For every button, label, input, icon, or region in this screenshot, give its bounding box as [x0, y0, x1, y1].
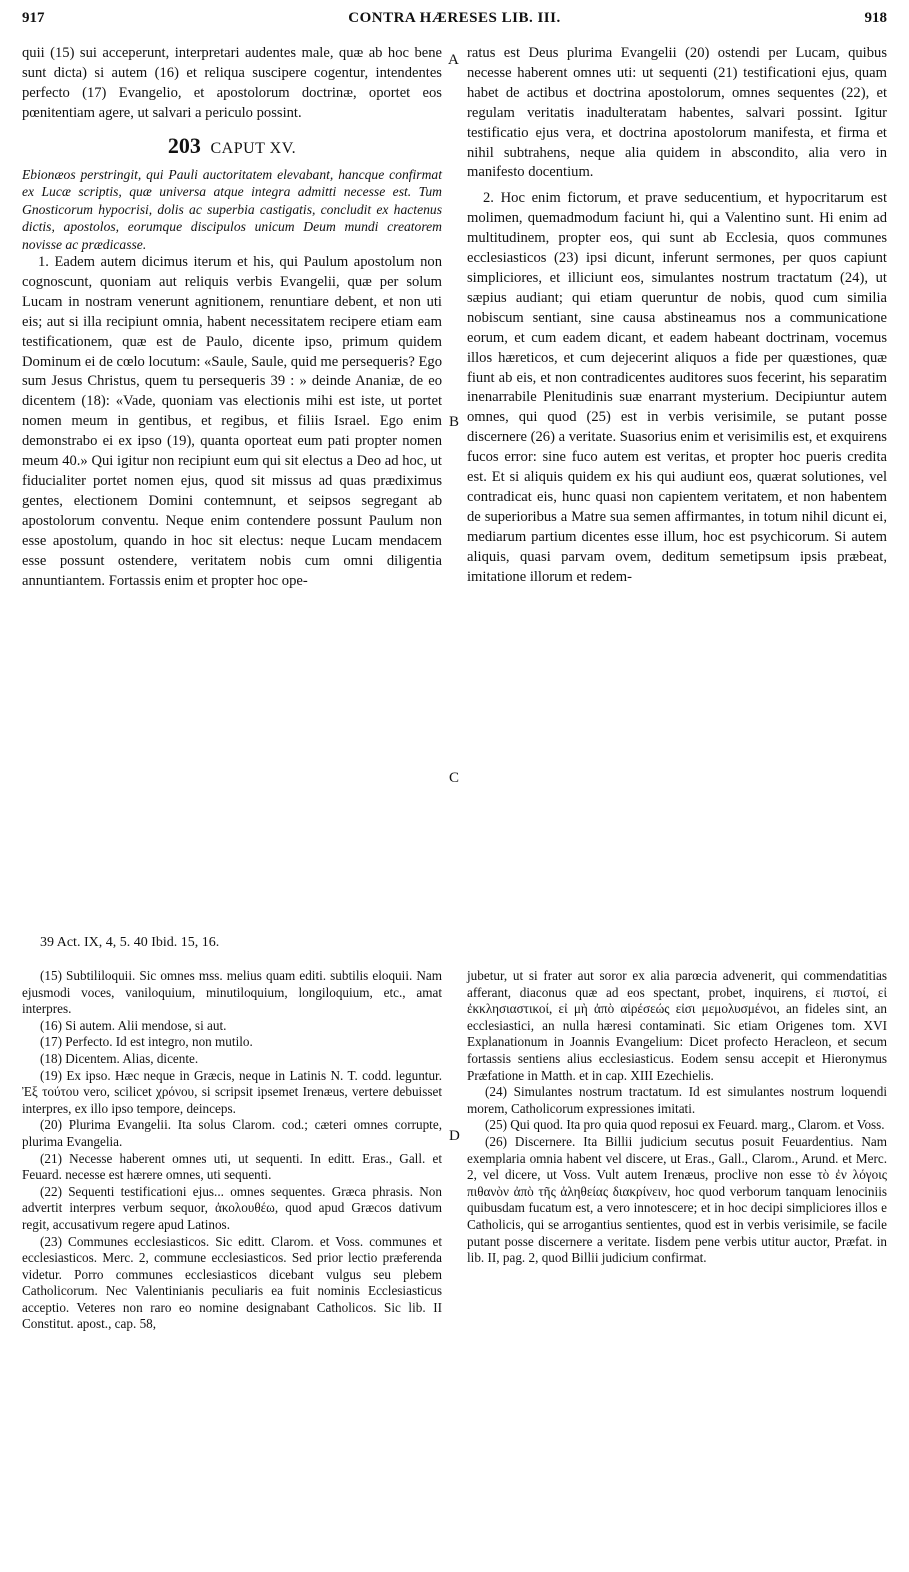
footnote: (17) Perfecto. Id est integro, non mutilo.	[40, 1034, 253, 1050]
page-number-right: 918	[864, 10, 887, 26]
scripture-references: 39 Act. IX, 4, 5. 40 Ibid. 15, 16.	[40, 935, 220, 950]
chapter-number: 203	[167, 132, 201, 158]
margin-letter-a: A	[448, 52, 459, 68]
page-number-left: 917	[22, 10, 45, 26]
left-column	[22, 44, 442, 591]
chapter-heading	[22, 132, 442, 160]
right-text-1: ratus est Deus plurima Evangelii (20) ostendi per Lucam, quibus necesse haberent omnes uti: ut sequenti (21) testificationi ejus, quam habet de actibus et doctrina apostolorum, omnes sequentes (22), et regulam veritatis inadulteratam habentes, salvari possint. Igitur testificatio ejus vera, et doctrina apostolorum manifesta, et firma et nihil subtrahens, neque alia quidem in abscondito, alia vero in manifesto docentium.	[467, 45, 887, 181]
footnote: (26) Discernere. Ita Billii judicium secutus posuit Feuardentius. Nam exemplaria omnia habent vel discere, ut Eras., Gall., Clarom., Arund. et Merc. 2, vel dicere, ut Voss. Vult autem Irenæus, proclive non esse τὸ ἐν λόγοις πιθανὸν ἀπὸ τῆς ἀληθείας διακρίνειν, hoc quod verborum tanquam lenociniis quibusdam fucatum est, a vero innotescere; et in hoc decipi simpliciores illos e Catholicis, qui se arrogantius sentientes, quod est in verbis verisimile, se facile putant posse discernere a veritate. Iisdem pene verbis utitur auctor, Præfat. in lib. II, pag. 2, quod Billii judicium confirmat.	[467, 1133, 887, 1266]
footnote: (16) Si autem. Alii mendose, si aut.	[40, 1017, 227, 1033]
footnote: (22) Sequenti testificationi ejus... omnes sequentes. Græca phrasis. Non advertit interpres verbum sequor, ἀκολουθέω, quod apud Græcos dativum regit, accusativum regere apud Latinos.	[22, 1183, 442, 1232]
footnote: (24) Simulantes nostrum tractatum. Id est simulantes nostrum loquendi morem, Catholicorum expressiones imitati.	[467, 1084, 887, 1116]
chapter-summary: Ebionæos perstringit, qui Pauli auctoritatem elevabant, hancque confirmat ex Lucæ scriptis, quæ universa atque integra admitti necesse est. Tum Gnosticorum hypocrisi, dolis ac superbia castigatis, concludit ex hactenus dictis, apostolos, eorumque discipulos unicum Deum mundi creatorem novisse ac prædicasse.	[22, 166, 442, 252]
footnote: (21) Necesse haberent omnes uti, ut sequenti. In editt. Eras., Gall. et Feuard. necesse est hærere omnes, uti sequenti.	[22, 1150, 442, 1183]
running-header	[22, 10, 887, 34]
footnotes-right	[467, 968, 887, 1267]
footnote: (25) Qui quod. Ita pro quia quod reposui ex Feuard. marg., Clarom. et Voss.	[485, 1117, 885, 1133]
footnote: (19) Ex ipso. Hæc neque in Græcis, neque in Latinis N. T. codd. leguntur. Ἐξ τούτου vero, scilicet χρόνου, si scripsit ipsemet Irenæus, vertere debuisset interpres, ex illo ipso tempore, deinceps.	[22, 1067, 442, 1116]
right-column	[467, 44, 887, 587]
paragraph-1: 1. Eadem autem dicimus iterum et his, qui Paulum apostolum non cognoscunt, quoniam aut reliquis verbis Evangelii, quæ per solum Lucam in nostram venerunt agnitionem, renuntiare debent, et non uti eis; aut si illa recipiunt omnia, habent necessitatem recipere etiam eam testificationem, quæ est de Paulo, dicente ipso, primum quidem Dominum ei de cœlo locutum: «Saule, Saule, quid me persequeris? Ego sum Jesus Christus, quem tu persequeris 39 : » deinde Ananiæ, de eo dicentem (18): «Vade, quoniam vas electionis mihi est iste, ut portet nomen meum in gentibus, et regibus, et filiis Israel. Ego enim demonstrabo ei ex ipso (19), quanta oporteat eum pati propter nomen meum 40.» Qui igitur non recipiunt eum qui sit electus a Deo ad hoc, ut fiducialiter portet nomen ejus, quod sit missus ad quas prædiximus gentes, electionem Domini contemnunt, et seipsos segregant ab apostolorum conventu. Neque enim contendere possunt Paulum non esse apostolum, quando in hoc sit electus: neque Lucam mendacem esse possunt ostendere, veritatem nobis cum omni diligentia annuntiantem. Fortassis enim et propter hoc ope-	[22, 254, 442, 589]
paragraph-2: 2. Hoc enim fictorum, et prave seducentium, et hypocritarum est molimen, quemadmodum faciunt hi, qui a Valentino sunt. Hi enim ad multitudinem, propter eos, qui sunt ab Ecclesia, quos communes ecclesiasticos (23) ipsi dicunt, inferunt sermones, per quos capiunt simpliciores, et illiciunt eos, simulantes nostrum tractatum (24), ut sæpius audiant; qui etiam queruntur de nobis, quod cum similia nobiscum sentiant, sine causa abstineamus nos a communicatione eorum, et cum eadem dicant, et eadem habeant doctrinam, vocemus illos hæreticos, et cum dejecerint aliquos a fide per quæstiones, quæ fiunt ab eis, et non contradicentes auditores suos fecerint, his separatim inenarrabile Plenitudinis suæ enarrant mysterium. Decipiuntur autem omnes, qui quod (25) est in verbis verisimile, se putant posse discernere (26) a veritate. Suasorius enim et verisimilis est, et exquirens fucos error: sine fuco autem est veritas, et propter hoc pueris credita est. Et si aliquis quidem ex his qui audiunt eos, quærat solutiones, vel contradicat eis, hunc quasi non capientem veritatem, et non habentem de superioribus a Matre sua semen affirmantes, in totum nihil dicunt ei, mediarum partium dicentes esse illum, hoc est psychicorum. Si autem aliquis, quasi parvam ovem, deditum semetipsum ipsis præbeat, imitatione illorum et redem-	[467, 190, 887, 585]
footnote: (15) Subtililoquii. Sic omnes mss. melius quam editi. subtilis eloquii. Nam ejusmodi voces, vaniloquium, minutiloquium, longiloquium, etc., amat interpres.	[22, 968, 442, 1017]
footnote: (18) Dicentem. Alias, dicente.	[40, 1050, 199, 1066]
footnotes-left	[22, 968, 442, 1333]
margin-letter-b: B	[449, 414, 460, 430]
footnote-continuation: jubetur, ut si frater aut soror ex alia parœcia advenerit, qui commendatitias afferant, diaconus quæ ad eos spectant, probet, inquirens, εἰ πιστοί, εἰ ἐκκλησιαστικοί, εἰ μὴ ἀπὸ αἱρέσεώς εἰσι μεμολυσμένοι, an fideles sint, an ecclesiastici, an nulla hæresi contaminati. Sic etiam Origenes tom. XVI Explanationum in Joannis Evangelium: Dicet profecto Heracleon, et secum fortassis sentiens alius ecclesiasticus. Eodem sensu accepit et Hieronymus Præfatione in Matth. et in cap. XIII Ezechielis.	[467, 968, 887, 1083]
footnote: (20) Plurima Evangelii. Ita solus Clarom. cod.; cæteri omnes corrupte, plurima Evangelia.	[22, 1117, 442, 1149]
margin-letter-d: D	[449, 1128, 460, 1144]
footnote: (23) Communes ecclesiasticos. Sic editt. Clarom. et Voss. communes et ecclesiasticos. Merc. 2, commune ecclesiasticos. Sed prior lectio præferenda videtur. Porro communes ecclesiasticos dicebant vulgus seu plebem Catholicorum. Nec Valentinianis peculiaris ea fuit nominis Ecclesiasticus acceptio. Veteres non raro eo nomine designabant Catholicos. Sic lib. II Constitut. apost., cap. 58,	[22, 1233, 442, 1332]
chapter-title: CAPUT XV.	[210, 139, 297, 157]
margin-letter-c: C	[449, 770, 460, 786]
running-title: CONTRA HÆRESES LIB. III.	[348, 10, 561, 26]
intro-paragraph: quii (15) sui acceperunt, interpretari audentes male, quæ ab hoc bene sunt dicta) si autem (16) et reliqua suscipere cogentur, intendentes perfecto (17) Evangelio, et apostolorum doctrinæ, oportet eos pœnitentiam agere, ut salvari a periculo possint.	[22, 45, 442, 121]
